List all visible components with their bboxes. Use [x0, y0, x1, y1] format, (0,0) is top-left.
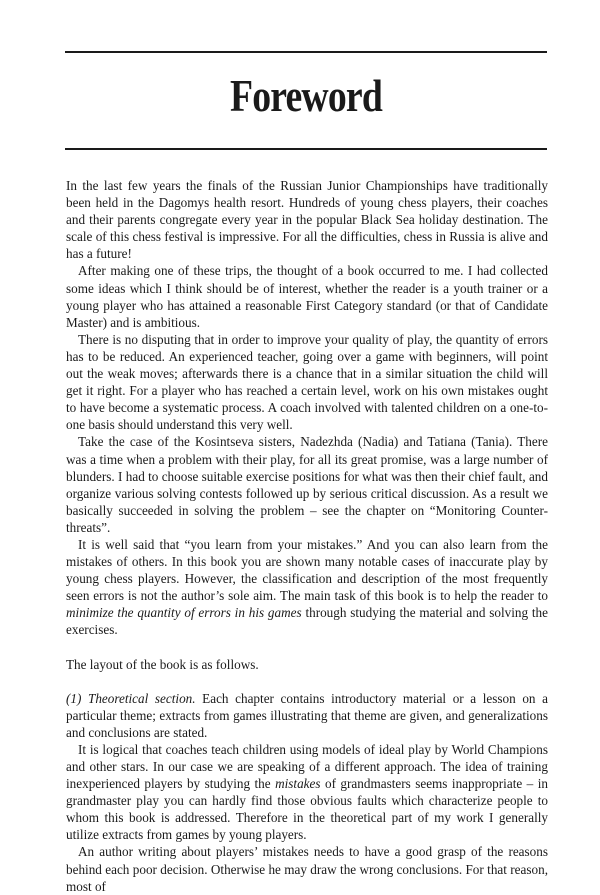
paragraph-8-text-a: It is logical that coaches teach children using models of ideal play by World Champions and other stars. In our case we are speaking of a different approach. The idea of training inexperienced players by studying the — [66, 741, 548, 792]
paragraph-5-text-a: It is well said that “you learn from your mistakes.” And you can also learn from the mistakes of others. In this book you are shown many notable cases of inaccurate play by young chess players. However, the classification and description of the most frequently seen errors is not the author’s sole aim. The main task of this book is to help the reader to — [66, 536, 548, 604]
page-title: Foreword — [230, 70, 382, 121]
bottom-rule — [65, 148, 547, 150]
paragraph-7 — [66, 690, 548, 741]
paragraph-8 — [66, 741, 548, 844]
paragraph-7-emphasis: (1) Theoretical section. — [66, 690, 196, 706]
paragraph-9: An author writing about players’ mistakes needs to have a good grasp of the reasons behind each poor decision. Otherwise he may draw the wrong conclusions. For that reason, most of — [66, 844, 548, 894]
paragraph-1: In the last few years the finals of the Russian Junior Championships have traditionally been held in the Dagomys health resort. Hundreds of young chess players, their coaches and their parents congregate every year in the popular Black Sea holiday destination. The scale of this chess festival is impressive. For all the difficulties, chess in Russia is alive and has a future! — [66, 178, 548, 262]
paragraph-8-emphasis: mistakes — [275, 776, 321, 792]
paragraph-4: Take the case of the Kosintseva sisters, Nadezhda (Nadia) and Tatiana (Tania). There was a time when a problem with their play, for all its great promise, was a large number of blunders. I had to choose suitable exercise positions for what was then their chief fault, and organize various solving contests followed up by serious critical discussion. As a result we basically succeeded in solving the problem – see the chapter on “Monitoring Counter-threats”. — [66, 434, 548, 535]
paragraph-3: There is no disputing that in order to improve your quality of play, the quantity of errors has to be reduced. An experienced teacher, going over a game with beginners, will point out the weak moves; afterwards there is a chance that in a similar situation the child will get it right. For a player who has reached a certain level, work on his own mistakes ought to have become a systematic process. A coach involved with talented children on a one-to-one basis should understand this very well. — [66, 331, 548, 433]
paragraph-8-text-b: of grandmasters seems inappropriate – in grandmaster play you can hardly find those obvious faults which characterize people to whom this book is addressed. Therefore in the theoretical part of my work I generally utilize extracts from games by young players. — [66, 776, 548, 843]
body-text — [66, 177, 548, 895]
paragraph-7-text: Each chapter contains introductory material or a lesson on a particular theme; extracts from games illustrating that theme are given, and generalizations and conclusions are stated. — [66, 690, 548, 740]
paragraph-2: After making one of these trips, the thought of a book occurred to me. I had collected some ideas which I think should be of interest, whether the reader is a youth trainer or a young player who has attained a reasonable First Category standard (or that of Candidate Master) and is ambitious. — [66, 263, 548, 330]
paragraph-5-emphasis: minimize the quantity of errors in his games — [66, 605, 302, 621]
paragraph-5 — [66, 536, 548, 639]
paragraph-5-text-b: through studying the material and solving the exercises. — [66, 605, 548, 638]
paragraph-6: The layout of the book is as follows. — [66, 656, 259, 672]
top-rule — [65, 51, 547, 53]
